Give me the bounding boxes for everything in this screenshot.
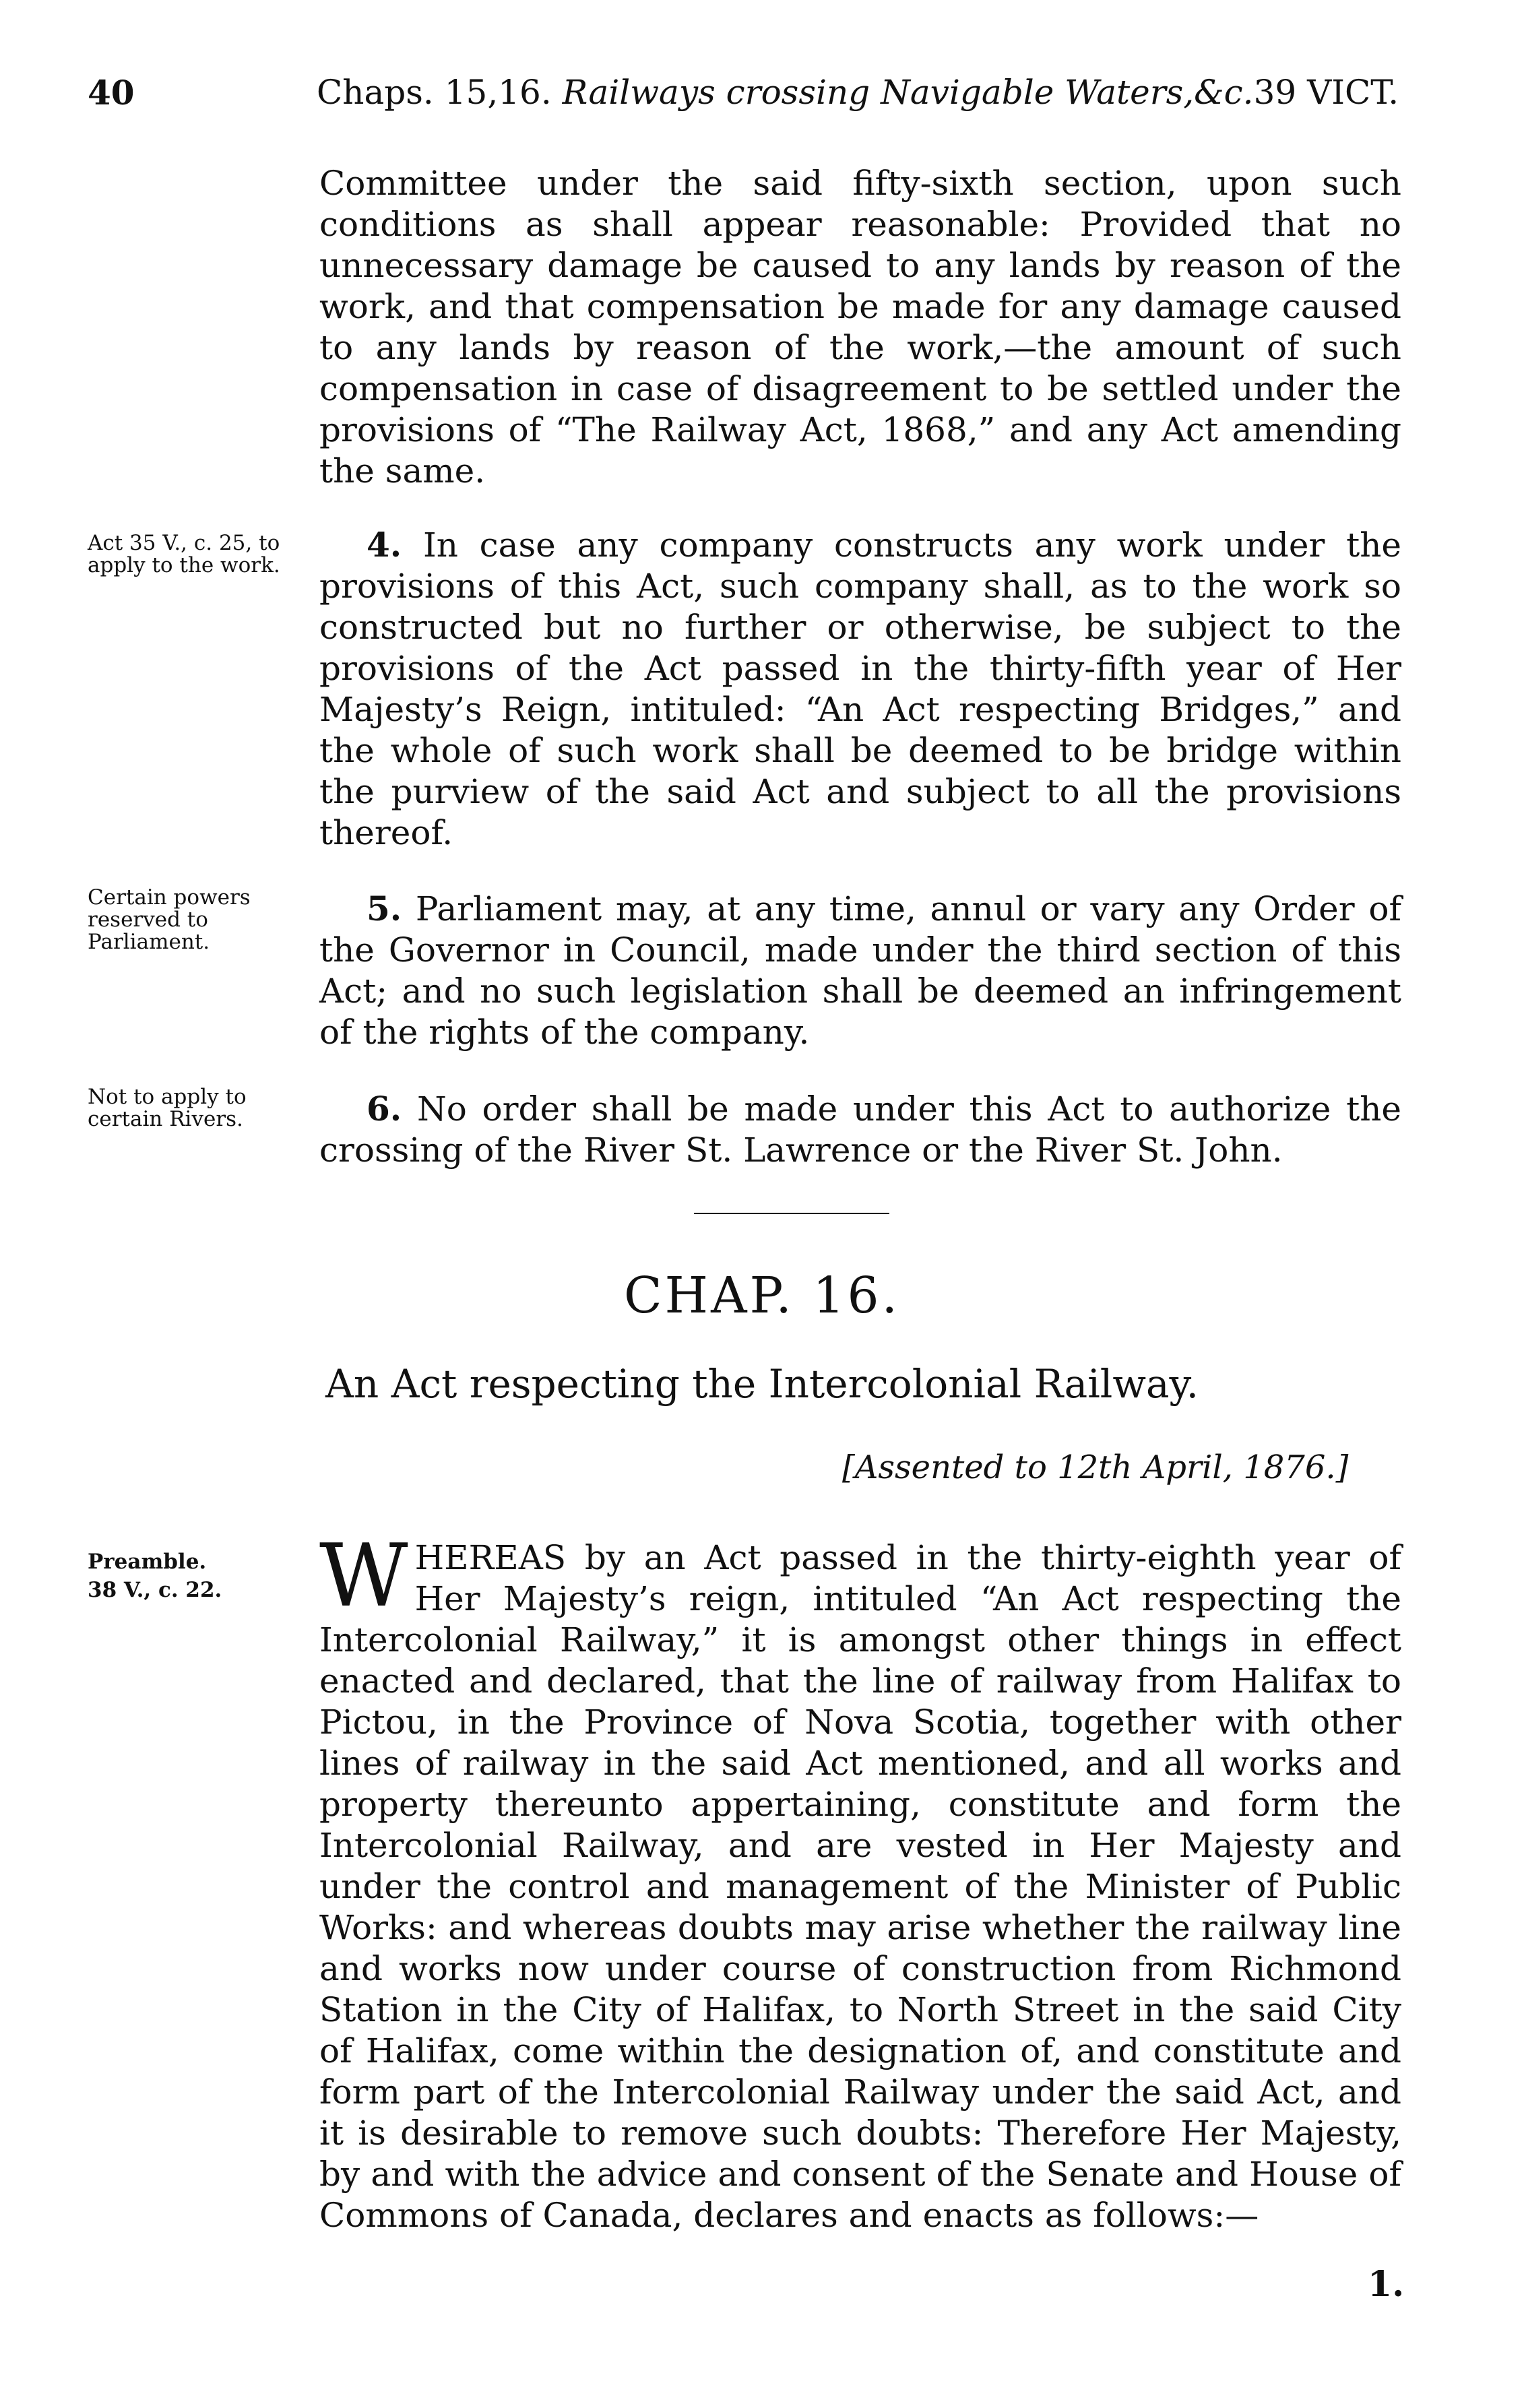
catchword: 1. xyxy=(1368,2264,1405,2305)
margin-note-section-5: Certain powers reserved to Parliament. xyxy=(88,885,251,954)
section-5 xyxy=(319,888,1401,1053)
section-6 xyxy=(319,1088,1401,1171)
page-number: 40 xyxy=(88,73,135,113)
section-text: In case any company constructs any work under the provisions of this Act, such company shall, as to the work so constructed but no further or otherwise, be subject to the provisions of the Act passed in the thirty-fifth year of Her Majesty’s Reign, intituled: “An Act respecting Bridges,” and the whole of such work shall be deemed to be bridge within the purview of the said Act and subject to all the provisions thereof. xyxy=(319,526,1401,852)
margin-note-section-4: Act 35 V., c. 25, to apply to the work. xyxy=(88,531,280,577)
continued-paragraph: Committee under the said fifty-sixth section, upon such conditions as shall appear reasonable: Provided that no unnecessary damage be caused to any lands by reason of the work, and that compensation be made for any damage caused to any lands by reason of the work,—the amount of such compensation in case of disagreement to be settled under the provisions of “The Railway Act, 1868,” and any Act amending the same. xyxy=(319,164,1401,490)
drop-cap: W xyxy=(319,1526,408,1626)
running-title-suffix: 39 VICT. xyxy=(1253,73,1399,112)
act-title: An Act respecting the Intercolonial Railway. xyxy=(325,1361,1199,1407)
chapter-heading: CHAP. 16. xyxy=(623,1267,901,1325)
preamble-text: HEREAS by an Act passed in the thirty-eighth year of Her Majesty’s reign, intituled “An Act respecting the Intercolonial Railway,” it is amongst other things in effect enacted and declared, that the line of railway from Halifax to Pictou, in the Province of Nova Scotia, together with other lines of railway in the said Act mentioned, and all works and property thereunto appertaining, constitute and form the Intercolonial Railway, and are vested in Her Majesty and under the control and management of the Minister of Public Works: and whereas doubts may arise whether the railway line and works now under course of construction from Richmond Station in the City of Halifax, to North Street in the said City of Halifax, come within the designation of, and constitute and form part of the Intercolonial Railway under the said Act, and it is desirable to remove such doubts: Therefore Her Majesty, by and with the advice and consent of the Senate and House of Commons of Canada, declares and enacts as follows:— xyxy=(319,1538,1401,2235)
margin-note-section-6: Not to apply to certain Rivers. xyxy=(88,1085,247,1131)
section-number: 6. xyxy=(367,1089,402,1129)
margin-note-preamble: Preamble. xyxy=(88,1550,207,1574)
preamble xyxy=(319,1526,1401,2236)
running-title xyxy=(317,73,1399,112)
section-4 xyxy=(319,524,1401,854)
margin-note-reference: 38 V., c. 22. xyxy=(88,1578,222,1602)
divider-rule xyxy=(694,1213,889,1214)
page-header xyxy=(88,73,1435,127)
section-text: Parliament may, at any time, annul or vary any Order of the Governor in Council, made under the third section of this Act; and no such legislation shall be deemed an infringement of the rights of the company. xyxy=(319,889,1401,1052)
section-number: 5. xyxy=(367,889,402,928)
section-number: 4. xyxy=(367,525,402,565)
running-title-prefix: Chaps. 15,16. xyxy=(317,73,552,112)
section-text: No order shall be made under this Act to authorize the crossing of the River St. Lawrence or the River St. John. xyxy=(319,1089,1401,1170)
assent-date: [Assented to 12th April, 1876.] xyxy=(842,1449,1349,1486)
running-title-italic: Railways crossing Navigable Waters,&c. xyxy=(562,73,1254,112)
